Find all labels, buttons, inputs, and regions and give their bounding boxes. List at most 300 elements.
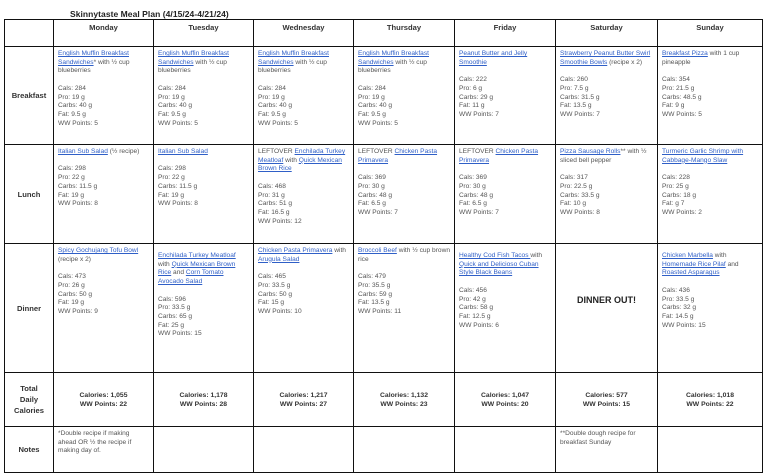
nutrition-label: Fat: (560, 200, 572, 208)
nutrition-value: 7 (394, 208, 398, 216)
nutrition-carbs (662, 94, 758, 103)
recipe-link[interactable]: Arugula Salad (258, 255, 300, 263)
nutrition-value: 40 g (279, 102, 293, 110)
nutrition-label: Cals: (158, 165, 174, 173)
nutrition-label: Cals: (459, 76, 475, 84)
nutrition-label: Pro: (158, 174, 171, 182)
nutrition-value: 8 (596, 208, 600, 216)
daily-calories: Calories: 1,178 (179, 391, 228, 399)
nutrition-label: WW Points: (158, 200, 193, 208)
nutrition-label: Carbs: (258, 200, 278, 208)
nutrition-pro (358, 94, 450, 103)
nutrition-cals (662, 174, 758, 183)
recipe-link[interactable]: Quick and Delicioso Cuban Style Black Beans (459, 260, 539, 277)
spacer (662, 278, 758, 287)
nutrition-value: 13.5 g (371, 299, 390, 307)
nutrition-label: Pro: (58, 93, 71, 101)
breakfast-cell (455, 47, 556, 145)
nutrition-carbs (158, 183, 249, 192)
nutrition-cals (158, 296, 249, 305)
nutrition-carbs (258, 291, 349, 300)
daily-total-cell (254, 373, 354, 427)
nutrition-pro (358, 183, 450, 192)
nutrition-label: Fat: (560, 102, 572, 110)
spacer (459, 67, 551, 76)
recipe-link[interactable]: Quick Mexican Brown Rice (258, 156, 342, 173)
nutrition-carbs (459, 304, 551, 313)
recipe-link[interactable]: Chicken Pasta Primavera (258, 247, 333, 254)
nutrition-label: Carbs: (358, 290, 378, 298)
recipe-link[interactable]: Quick Mexican Brown Rice (158, 260, 236, 277)
nutrition-value: 50 g (79, 290, 93, 298)
dinner-cell (254, 244, 354, 373)
corner-cell (5, 20, 54, 47)
recipe-link[interactable]: Healthy Cod Fish Tacos (459, 252, 531, 259)
nutrition-cals (358, 174, 450, 183)
recipe-link[interactable]: Italian Sub Salad (158, 148, 208, 155)
nutrition-ww (662, 322, 758, 331)
nutrition-label: Fat: (158, 110, 170, 118)
nutrition-label: Carbs: (158, 102, 178, 110)
nutrition-cals (459, 287, 551, 296)
nutrition-value: 19 g (71, 93, 85, 101)
nutrition-value: 30 g (371, 182, 385, 190)
recipe-link[interactable]: Corn Tomato Avocado Salad (158, 269, 224, 286)
nutrition-pro (158, 94, 249, 103)
nutrition-label: WW Points: (560, 110, 595, 118)
nutrition-value: 354 (678, 76, 690, 84)
daily-total-cell (154, 373, 254, 427)
nutrition-value: 5 (194, 119, 198, 127)
meal-description (358, 50, 450, 76)
nutrition-label: Pro: (58, 174, 71, 182)
nutrition-value: 19 g (271, 93, 285, 101)
nutrition-pro (58, 282, 149, 291)
day-header: Sunday (658, 20, 763, 47)
daily-calories: Calories: 1,217 (279, 391, 328, 399)
note-cell (354, 427, 455, 473)
nutrition-value: 30 g (472, 182, 486, 190)
nutrition-label: Fat: (58, 110, 70, 118)
spacer (459, 278, 551, 287)
nutrition-label: Carbs: (258, 290, 278, 298)
recipe-link[interactable]: Homemade Rice Pilaf (662, 260, 726, 268)
nutrition-value: g 7 (675, 200, 685, 208)
meal-description (258, 148, 349, 174)
recipe-link[interactable]: English Muffin Breakfast Sandwiches (158, 50, 229, 66)
nutrition-value: 6.5 g (371, 200, 386, 208)
spacer (662, 67, 758, 76)
nutrition-pro (158, 304, 249, 313)
nutrition-value: 31 g (271, 191, 285, 199)
nutrition-value: 59 g (379, 290, 393, 298)
nutrition-value: 19 g (71, 299, 85, 307)
nutrition-label: WW Points: (662, 208, 697, 216)
nutrition-cals (58, 273, 149, 282)
spacer (58, 157, 149, 166)
nutrition-ww (459, 209, 551, 218)
nutrition-label: Fat: (459, 312, 471, 320)
nutrition-cals (560, 76, 653, 85)
meal-description (58, 247, 149, 264)
nutrition-label: WW Points: (158, 119, 193, 127)
daily-total-cell (354, 373, 455, 427)
nutrition-fat (358, 299, 450, 308)
nutrition-value: 13.5 g (573, 102, 592, 110)
nutrition-cals (662, 287, 758, 296)
nutrition-carbs (662, 192, 758, 201)
nutrition-value: 369 (374, 174, 386, 182)
meal-note-text: with (332, 247, 346, 254)
nutrition-carbs (560, 94, 653, 103)
meal-note-text: with ½ cup blueberries (258, 58, 327, 75)
daily-ww-points: WW Points: 22 (686, 400, 734, 408)
daily-total-cell (658, 373, 763, 427)
row-label-dinner: Dinner (5, 244, 54, 373)
recipe-link[interactable]: Chicken Marbella (662, 252, 713, 259)
nutrition-label: Fat: (459, 200, 471, 208)
row-label-lunch: Lunch (5, 145, 54, 244)
nutrition-value: 7 (596, 110, 600, 118)
nutrition-fat (358, 200, 450, 209)
daily-ww-points: WW Points: 22 (79, 400, 128, 408)
nutrition-value: 8 (94, 200, 98, 208)
nutrition-label: Carbs: (459, 304, 479, 312)
nutrition-label: Carbs: (662, 304, 682, 312)
nutrition-label: Cals: (258, 84, 274, 92)
nutrition-value: 260 (576, 76, 588, 84)
nutrition-label: Pro: (358, 281, 371, 289)
nutrition-label: Fat: (58, 191, 70, 199)
meal-note-text: (recipe x 2) (607, 58, 643, 66)
nutrition-carbs (158, 313, 249, 322)
recipe-link[interactable]: Chicken Pasta Primavera (459, 148, 539, 164)
nutrition-value: 12 (294, 217, 302, 225)
nutrition-label: Cals: (358, 84, 374, 92)
meal-note-text: and (725, 260, 739, 268)
nutrition-cals (560, 174, 653, 183)
spacer (662, 165, 758, 174)
nutrition-value: 19 g (171, 191, 185, 199)
nutrition-label: Pro: (158, 93, 171, 101)
nutrition-pro (258, 282, 349, 291)
spacer (459, 165, 551, 174)
spacer (258, 264, 349, 273)
nutrition-cals (258, 85, 349, 94)
note-cell: **Double dough recipe for breakfast Sunday (556, 427, 658, 473)
nutrition-label: Fat: (258, 299, 270, 307)
recipe-link[interactable]: Enchilada Turkey Meatloaf (258, 148, 346, 164)
note-cell (254, 427, 354, 473)
nutrition-value: 58 g (480, 304, 494, 312)
nutrition-value: 479 (374, 273, 386, 281)
nutrition-cals (158, 85, 249, 94)
meal-description (58, 148, 149, 157)
meal-description (58, 50, 149, 76)
recipe-link[interactable]: Enchilada Turkey Meatloaf (158, 252, 236, 259)
spacer (158, 157, 249, 166)
nutrition-value: 5 (94, 119, 98, 127)
nutrition-value: 26 g (71, 281, 85, 289)
nutrition-label: Cals: (662, 76, 678, 84)
nutrition-pro (459, 296, 551, 305)
breakfast-cell (154, 47, 254, 145)
recipe-link[interactable]: Breakfast Pizza (662, 50, 708, 57)
day-header: Friday (455, 20, 556, 47)
nutrition-value: 11.5 g (179, 182, 198, 190)
nutrition-ww (158, 330, 249, 339)
nutrition-value: 5 (394, 119, 398, 127)
nutrition-value: 9 g (675, 102, 685, 110)
daily-calories: Calories: 1,132 (380, 391, 428, 399)
recipe-link[interactable]: Strawberry Peanut Butter Swirl Smoothie Bowls (560, 50, 651, 66)
daily-ww-points: WW Points: 23 (380, 400, 428, 408)
spacer (358, 264, 450, 273)
nutrition-value: 33.5 g (171, 304, 191, 312)
nutrition-pro (58, 174, 149, 183)
nutrition-fat (459, 313, 551, 322)
nutrition-cals (158, 165, 249, 174)
meal-note-text: with (712, 252, 727, 259)
nutrition-value: 222 (475, 76, 487, 84)
nutrition-pro (459, 183, 551, 192)
recipe-link[interactable]: Turmeric Garlic Shrimp with Cabbage-Mango Slaw (662, 148, 744, 164)
meal-description (662, 50, 758, 67)
daily-total-cell (556, 373, 658, 427)
nutrition-fat (560, 102, 653, 111)
nutrition-fat (560, 200, 653, 209)
nutrition-value: 7 (495, 208, 499, 216)
nutrition-label: Pro: (459, 295, 472, 303)
lunch-cell (354, 145, 455, 244)
nutrition-cals (58, 85, 149, 94)
nutrition-pro (158, 174, 249, 183)
nutrition-label: Fat: (358, 200, 370, 208)
nutrition-value: 8 (194, 200, 198, 208)
meal-note-text: (recipe x 2) (58, 255, 91, 263)
nutrition-fat (158, 111, 249, 120)
nutrition-value: 33.5 g (271, 281, 291, 289)
note-cell (455, 427, 556, 473)
nutrition-value: 228 (678, 174, 690, 182)
nutrition-label: Cals: (158, 295, 174, 303)
nutrition-carbs (358, 291, 450, 300)
meal-note-text: with ½ cup blueberries (358, 58, 427, 75)
nutrition-carbs (258, 102, 349, 111)
lunch-cell (556, 145, 658, 244)
nutrition-value: 6.5 g (472, 200, 487, 208)
nutrition-value: 18 g (683, 191, 697, 199)
nutrition-cals (58, 165, 149, 174)
meal-note-text: with (530, 252, 543, 259)
nutrition-label: Carbs: (560, 93, 580, 101)
day-header: Thursday (354, 20, 455, 47)
breakfast-cell (556, 47, 658, 145)
dinner-cell (658, 244, 763, 373)
row-label-notes: Notes (5, 427, 54, 473)
nutrition-label: Cals: (258, 182, 274, 190)
nutrition-ww (560, 209, 653, 218)
nutrition-ww (662, 209, 758, 218)
nutrition-label: WW Points: (459, 110, 494, 118)
nutrition-value: 12.5 g (472, 312, 491, 320)
nutrition-label: Fat: (662, 200, 674, 208)
recipe-link[interactable]: Chicken Pasta Primavera (358, 148, 438, 164)
nutrition-label: Carbs: (358, 102, 378, 110)
header-row (5, 20, 763, 47)
lunch-cell (254, 145, 354, 244)
nutrition-value: 2 (698, 208, 702, 216)
nutrition-value: 31.5 g (581, 93, 600, 101)
recipe-link[interactable]: Roasted Asparagus (662, 269, 720, 277)
nutrition-fat (58, 111, 149, 120)
nutrition-value: 35.5 g (371, 281, 391, 289)
day-header: Wednesday (254, 20, 354, 47)
note-cell (658, 427, 763, 473)
recipe-link[interactable]: English Muffin Breakfast Sandwiches (258, 50, 329, 66)
nutrition-carbs (358, 102, 450, 111)
nutrition-value: 9.5 g (171, 110, 186, 118)
nutrition-cals (258, 183, 349, 192)
nutrition-label: Carbs: (358, 191, 378, 199)
nutrition-label: Carbs: (459, 191, 479, 199)
nutrition-cals (258, 273, 349, 282)
recipe-link[interactable]: Spicy Gochujang Tofu Bowl (58, 247, 139, 254)
nutrition-label: Fat: (358, 110, 370, 118)
nutrition-carbs (158, 102, 249, 111)
note-cell: *Double recipe if making ahead OR ½ the recipe if making day of. (54, 427, 154, 473)
row-label-totals (5, 373, 54, 427)
breakfast-cell (254, 47, 354, 145)
meal-description (459, 148, 551, 165)
day-header: Monday (54, 20, 154, 47)
nutrition-value: 9 (94, 307, 98, 315)
nutrition-pro (560, 183, 653, 192)
nutrition-label: Carbs: (158, 182, 178, 190)
spacer (560, 67, 653, 76)
nutrition-ww (560, 111, 653, 120)
meal-note-text: with (283, 156, 299, 164)
nutrition-carbs (459, 94, 551, 103)
meal-description (158, 252, 249, 287)
nutrition-pro (58, 94, 149, 103)
nutrition-pro (560, 85, 653, 94)
spacer (158, 76, 249, 85)
nutrition-value: 10 (294, 307, 302, 315)
totals-row (5, 373, 763, 427)
nutrition-label: Fat: (258, 110, 270, 118)
nutrition-value: 15 (698, 321, 706, 329)
nutrition-value: 50 g (279, 290, 293, 298)
nutrition-carbs (258, 200, 349, 209)
nutrition-value: 19 g (171, 93, 185, 101)
daily-calories: Calories: 577 (585, 391, 628, 399)
nutrition-fat (358, 111, 450, 120)
recipe-link[interactable]: Pizza Sausage Rolls (560, 148, 621, 155)
daily-ww-points: WW Points: 20 (481, 400, 529, 408)
nutrition-ww (662, 111, 758, 120)
nutrition-cals (662, 76, 758, 85)
daily-ww-points: WW Points: 27 (279, 400, 328, 408)
nutrition-value: 51 g (279, 200, 293, 208)
meal-description (560, 50, 653, 67)
daily-ww-points: WW Points: 28 (179, 400, 228, 408)
nutrition-value: 25 g (675, 182, 689, 190)
meal-note-text: LEFTOVER (459, 148, 496, 155)
nutrition-ww (258, 218, 349, 227)
nutrition-ww (158, 200, 249, 209)
nutrition-value: 33.5 g (581, 191, 600, 199)
meal-description (358, 148, 450, 165)
meal-description (258, 247, 349, 264)
nutrition-value: 11.5 g (79, 182, 98, 190)
nutrition-value: 40 g (379, 102, 393, 110)
nutrition-pro (258, 192, 349, 201)
nutrition-ww (258, 120, 349, 129)
meal-description (662, 252, 758, 278)
recipe-link[interactable]: Peanut Butter and Jelly Smoothie (459, 50, 528, 66)
nutrition-value: 21.5 g (675, 84, 695, 92)
nutrition-label: Fat: (459, 102, 471, 110)
nutrition-pro (662, 296, 758, 305)
nutrition-label: Fat: (58, 299, 70, 307)
dinner-cell (354, 244, 455, 373)
nutrition-pro (662, 183, 758, 192)
recipe-link[interactable]: Italian Sub Salad (58, 148, 108, 155)
nutrition-label: WW Points: (358, 119, 393, 127)
nutrition-ww (258, 308, 349, 317)
recipe-link[interactable]: Broccoli Beef (358, 247, 397, 254)
nutrition-value: 465 (274, 273, 286, 281)
daily-total-cell (455, 373, 556, 427)
nutrition-carbs (560, 192, 653, 201)
nutrition-fat (662, 200, 758, 209)
nutrition-label: Carbs: (662, 93, 682, 101)
nutrition-label: Cals: (560, 76, 576, 84)
meal-description (459, 50, 551, 67)
nutrition-carbs (358, 192, 450, 201)
recipe-link[interactable]: English Muffin Breakfast Sandwiches (358, 50, 429, 66)
meal-note-text: ** with ½ sliced bell pepper (560, 148, 647, 164)
nutrition-ww (459, 322, 551, 331)
lunch-cell (154, 145, 254, 244)
nutrition-value: 11 g (472, 102, 485, 110)
page-title: Skinnytaste Meal Plan (4/15/24-4/21/24) (70, 9, 229, 19)
nutrition-value: 298 (174, 165, 186, 173)
nutrition-fat (58, 299, 149, 308)
daily-ww-points: WW Points: 15 (582, 400, 631, 408)
nutrition-pro (459, 85, 551, 94)
nutrition-label: Fat: (158, 321, 170, 329)
nutrition-pro (662, 85, 758, 94)
nutrition-value: 15 (194, 330, 202, 338)
nutrition-label: Cals: (158, 84, 174, 92)
nutrition-label: Carbs: (58, 290, 78, 298)
nutrition-carbs (58, 183, 149, 192)
nutrition-value: 6 (495, 321, 499, 329)
spacer (158, 287, 249, 296)
recipe-link[interactable]: English Muffin Breakfast Sandwiches (58, 50, 129, 66)
nutrition-value: 14.5 g (675, 312, 694, 320)
nutrition-value: 9.5 g (271, 110, 286, 118)
nutrition-label: Pro: (662, 295, 675, 303)
nutrition-label: WW Points: (459, 208, 494, 216)
nutrition-label: Pro: (662, 84, 675, 92)
nutrition-label: Fat: (358, 299, 370, 307)
nutrition-cals (459, 76, 551, 85)
spacer (560, 165, 653, 174)
nutrition-pro (258, 94, 349, 103)
